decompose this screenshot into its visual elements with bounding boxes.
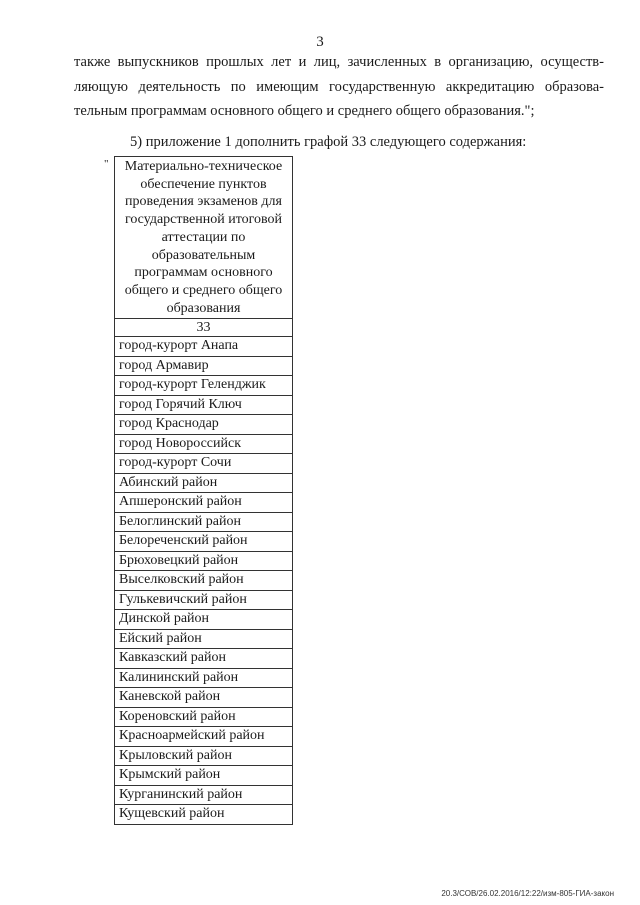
municipality-cell: город-курорт Сочи (115, 454, 293, 474)
table-row (115, 337, 293, 357)
municipality-cell: Выселковский район (115, 571, 293, 591)
municipality-cell: Курганинский район (115, 785, 293, 805)
table-row (115, 707, 293, 727)
municipality-cell: город Краснодар (115, 415, 293, 435)
table-row (115, 805, 293, 825)
paragraph-line: ляющую деятельность по имеющим государственную аккредитацию образова- (74, 78, 604, 95)
table-row (115, 785, 293, 805)
municipality-cell: город Армавир (115, 356, 293, 376)
table-row (115, 590, 293, 610)
municipality-cell: город Горячий Ключ (115, 395, 293, 415)
amendment-item-5: 5) приложение 1 дополнить графой 33 следующего содержания: (130, 134, 527, 150)
municipality-cell: Красноармейский район (115, 727, 293, 747)
municipality-cell: Абинский район (115, 473, 293, 493)
municipality-cell: Динской район (115, 610, 293, 630)
municipality-cell: Крыловский район (115, 746, 293, 766)
municipality-cell: Белоглинский район (115, 512, 293, 532)
table-row (115, 688, 293, 708)
table-row (115, 532, 293, 552)
table-row (115, 629, 293, 649)
municipality-cell: Белореченский район (115, 532, 293, 552)
table-column-number-row (115, 319, 293, 337)
table-row (115, 415, 293, 435)
table-row (115, 571, 293, 591)
municipality-cell: Калининский район (115, 668, 293, 688)
table-row (115, 727, 293, 747)
table-column-header: Материально-техническое обеспечение пунктов проведения экзаменов для государственной итоговой аттестации по образовательным программам основного общего и среднего общего образования (115, 157, 293, 319)
document-footer-code: 20.3/СОВ/26.02.2016/12:22/изм-805-ГИА-закон (441, 889, 614, 898)
municipality-cell: Крымский район (115, 766, 293, 786)
municipality-cell: Каневской район (115, 688, 293, 708)
municipality-cell: город-курорт Анапа (115, 337, 293, 357)
table-row (115, 668, 293, 688)
municipality-cell: Брюховецкий район (115, 551, 293, 571)
municipality-cell: Апшеронский район (115, 493, 293, 513)
table-header-row (115, 157, 293, 319)
table-row (115, 649, 293, 669)
municipality-cell: город Новороссийск (115, 434, 293, 454)
municipality-cell: город-курорт Геленджик (115, 376, 293, 396)
table-row (115, 512, 293, 532)
table-row (115, 610, 293, 630)
annex-column-table (114, 156, 293, 825)
table-row (115, 473, 293, 493)
table-row (115, 493, 293, 513)
table-row (115, 746, 293, 766)
table-row (115, 551, 293, 571)
municipality-cell: Кореновский район (115, 707, 293, 727)
table-row (115, 454, 293, 474)
table-row (115, 376, 293, 396)
municipality-cell: Ейский район (115, 629, 293, 649)
municipality-cell: Кущевский район (115, 805, 293, 825)
opening-quote-mark: " (104, 158, 109, 170)
table-row (115, 395, 293, 415)
paragraph-line: тельным программам основного общего и среднего общего образования."; (74, 103, 535, 119)
paragraph-continuation (74, 50, 604, 124)
table-row (115, 766, 293, 786)
page-number: 3 (316, 34, 324, 50)
table-column-number: 33 (115, 319, 293, 337)
table-row (115, 356, 293, 376)
municipality-cell: Гулькевичский район (115, 590, 293, 610)
table-row (115, 434, 293, 454)
paragraph-line: также выпускников прошлых лет и лиц, зачисленных в организацию, осуществ- (74, 54, 604, 70)
municipality-cell: Кавказский район (115, 649, 293, 669)
